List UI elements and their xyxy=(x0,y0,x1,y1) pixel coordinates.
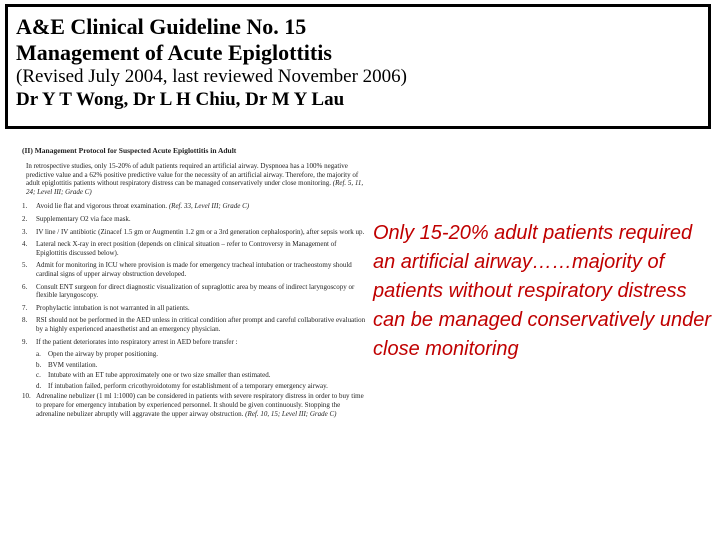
item-number: 8. xyxy=(22,316,28,325)
intro-text: In retrospective studies, only 15-20% of adult patients required an artificial airway. Dyspnoea has a 100% negative predictive value and a 62% positive predictive value for the necessity of an artificial airway. Therefore, the majority of adult epiglottitis patients without respiratory distress can be managed conservatively under close monitoring. xyxy=(26,162,359,188)
item-reference: (Ref. 10, 15; Level III; Grade C) xyxy=(245,409,337,418)
subitem-letter: b. xyxy=(36,360,42,369)
protocol-item xyxy=(22,338,367,347)
intro-reference: (Ref. 5, 11, 24; Level III; Grade C) xyxy=(26,179,364,196)
subitem-letter: a. xyxy=(36,350,41,359)
guideline-header xyxy=(5,4,711,129)
item-number: 7. xyxy=(22,303,28,312)
authors: Dr Y T Wong, Dr L H Chiu, Dr M Y Lau xyxy=(16,89,345,110)
item-number: 10. xyxy=(22,392,31,401)
item-text: Consult ENT surgeon for direct diagnostic visualization of supraglottic area by means of indirect laryngoscopy or flexible laryngoscopy. xyxy=(36,282,355,300)
item-number: 1. xyxy=(22,202,28,211)
item-text: Lateral neck X-ray in erect position (depends on clinical situation – refer to Controversy in Management of Epiglottitis discussed below). xyxy=(36,240,337,257)
item-text: Adrenaline nebulizer (1 ml 1:1000) can be considered in patients with severe respiratory distress in order to buy time to prepare for emergency intubation by experienced personnel. It should be given continuously. Stopping the adrenaline nebulizer abruptly will aggravate the upper airway obstruction. xyxy=(36,392,364,418)
guideline-title: A&E Clinical Guideline No. 15 xyxy=(16,14,307,39)
protocol-item xyxy=(22,202,367,211)
protocol-item xyxy=(22,215,367,224)
protocol-item xyxy=(22,228,367,237)
subitem-text: Intubate with an ET tube approximately one or two size smaller than estimated. xyxy=(48,371,271,380)
protocol-item xyxy=(22,283,367,300)
item-number: 5. xyxy=(22,261,28,270)
item-number: 2. xyxy=(22,214,28,223)
item-text: Avoid lie flat and vigorous throat examination. xyxy=(36,202,168,211)
guideline-subtitle: Management of Acute Epiglottitis xyxy=(16,40,332,65)
subitem-letter: c. xyxy=(36,371,41,380)
subitem-text: BVM ventilation. xyxy=(48,360,98,369)
protocol-subitem xyxy=(22,382,367,391)
protocol-subitem xyxy=(22,371,367,380)
revision-note: (Revised July 2004, last reviewed November 2006) xyxy=(16,66,407,87)
summary-annotation: Only 15-20% adult patients required an artificial airway……majority of patients without respiratory distress can be managed conservatively under close monitoring xyxy=(373,222,711,360)
item-number: 6. xyxy=(22,282,28,291)
protocol-subitem xyxy=(22,361,367,370)
protocol-item xyxy=(22,261,367,278)
item-text: If the patient deteriorates into respiratory arrest in AED before transfer : xyxy=(36,337,238,346)
item-number: 4. xyxy=(22,240,28,249)
subitem-letter: d. xyxy=(36,381,42,390)
scanned-protocol-text xyxy=(22,146,367,422)
item-text: Supplementary O2 via face mask. xyxy=(36,214,131,223)
section-heading: (II) Management Protocol for Suspected Acute Epiglottitis in Adult xyxy=(22,146,237,155)
item-text: Prophylactic intubation is not warranted in all patients. xyxy=(36,303,190,312)
item-reference: (Ref. 33, Level III; Grade C) xyxy=(168,202,250,211)
item-number: 9. xyxy=(22,337,28,346)
protocol-item xyxy=(22,240,367,257)
item-text: IV line / IV antibiotic (Zinacef 1.5 gm or Augmentin 1.2 gm or a 3rd generation cephalosporin), after sepsis work up. xyxy=(36,227,365,236)
protocol-item xyxy=(22,392,367,418)
item-text: Admit for monitoring in ICU where provision is made for emergency tracheal intubation or tracheostomy should cardinal signs of upper airway obstruction developed. xyxy=(36,261,352,278)
item-number: 3. xyxy=(22,227,28,236)
intro-paragraph xyxy=(22,162,367,196)
protocol-item xyxy=(22,316,367,333)
protocol-subitem xyxy=(22,350,367,359)
subitem-text: If intubation failed, perform cricothyroidotomy for establishment of a temporary emergency airway. xyxy=(48,381,328,390)
item-text: RSI should not be performed in the AED unless in critical condition after prompt and careful collaborative evaluation by a highly experienced anaesthetist and an emergency physician. xyxy=(36,316,366,333)
subitem-text: Open the airway by proper positioning. xyxy=(48,350,159,359)
protocol-item xyxy=(22,304,367,313)
